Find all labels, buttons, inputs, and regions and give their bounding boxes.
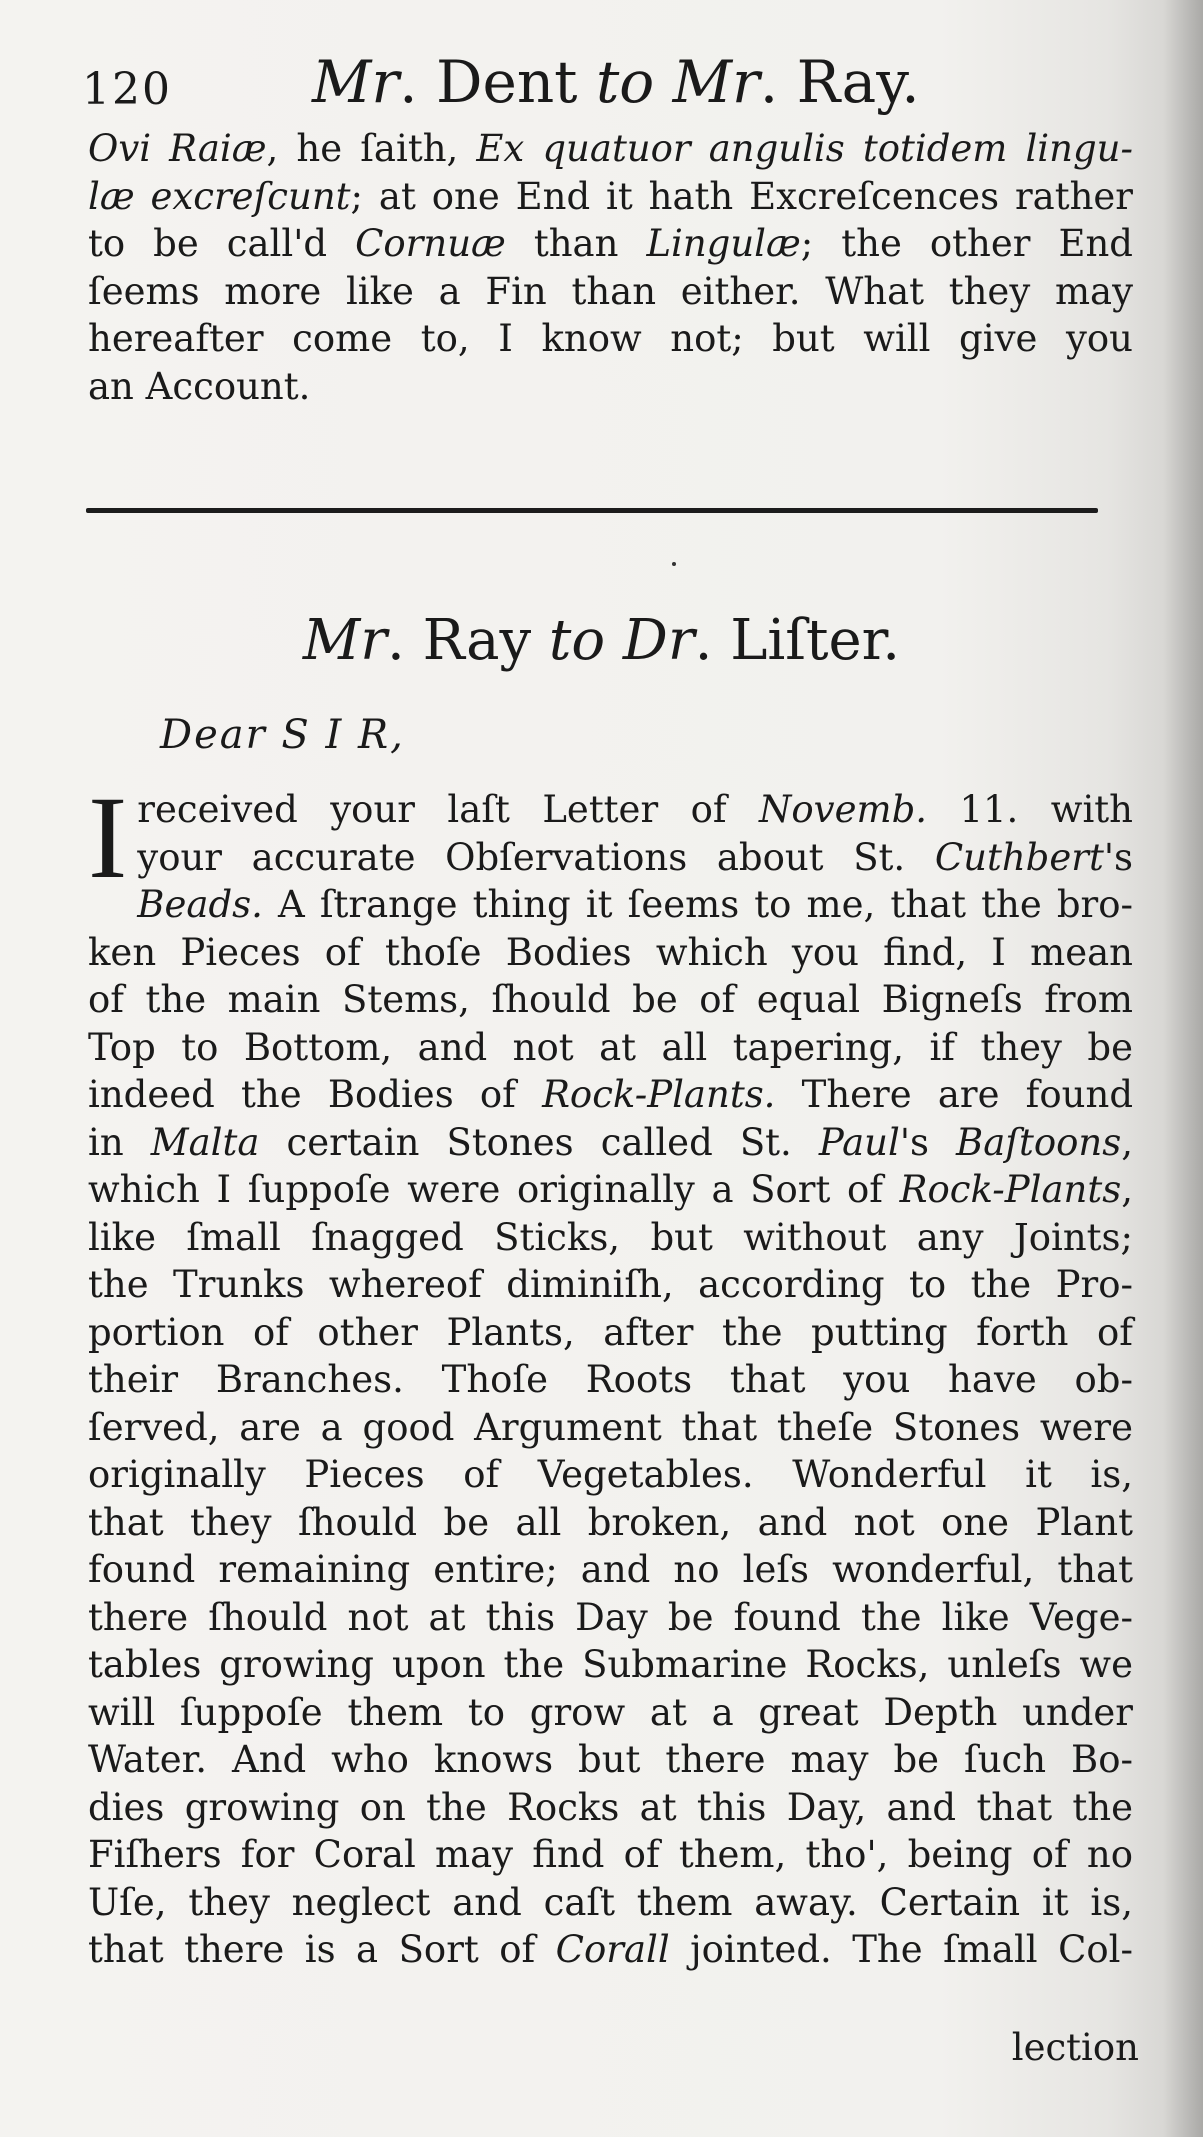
text-segment: ; at one End it hath Excreſcences rather <box>350 174 1133 218</box>
catchword: lection <box>1011 2026 1139 2069</box>
text-line <box>88 1879 1133 1927</box>
text-segment: ſerved, are a good Argument that theſe Stones were <box>88 1405 1133 1449</box>
text-segment: an Account. <box>88 364 311 408</box>
text-line <box>88 1736 1133 1784</box>
letter-heading-part: Dr <box>622 608 695 673</box>
text-line <box>88 1166 1133 1214</box>
text-segment: Water. And who knows but there may be ſuch Bo- <box>88 1738 1133 1781</box>
text-segment: Rock-Plants. <box>542 1073 776 1116</box>
salutation: Dear S I R, <box>160 712 405 758</box>
continued-paragraph <box>88 125 1133 410</box>
page-gutter-shadow <box>1163 0 1203 2137</box>
text-segment: will ſuppoſe them to grow at a great Depth under <box>88 1690 1133 1734</box>
running-head-title-part <box>654 48 672 116</box>
text-line <box>88 1451 1133 1499</box>
section-divider-rule <box>86 508 1098 513</box>
page-number: 120 <box>82 64 172 115</box>
running-head-title-part: to <box>595 48 655 116</box>
text-line <box>88 1309 1133 1357</box>
text-segment: Beads. <box>137 883 263 926</box>
text-line <box>88 1404 1133 1452</box>
text-segment: jointed. The ſmall Col- <box>669 1928 1134 1971</box>
text-line <box>88 1594 1133 1642</box>
text-segment: , he ſaith, <box>266 127 477 170</box>
text-segment: certain Stones called St. <box>259 1120 819 1164</box>
letter-heading-part: to <box>548 608 606 673</box>
text-line <box>88 1689 1133 1737</box>
text-segment: of the main Stems, ſhould be of equal Bigneſs from <box>88 978 1133 1021</box>
letter-heading-part <box>605 608 623 673</box>
text-segment: that there is a Sort of <box>88 1928 556 1971</box>
text-segment: Paul <box>818 1120 900 1164</box>
letter-heading-part: . Liſter. <box>694 608 901 673</box>
text-segment: tables growing upon the Submarine Rocks, unleſs we <box>88 1643 1133 1686</box>
text-segment: ken Pieces of thoſe Bodies which you find, I mean <box>88 930 1133 974</box>
text-segment: Malta <box>150 1120 260 1164</box>
text-segment: Novemb. <box>759 788 928 831</box>
text-segment: There are found <box>775 1073 1134 1116</box>
text-line <box>88 363 1133 411</box>
text-segment: Top to Bottom, and not at all tapering, if they be <box>88 1025 1133 1069</box>
text-line <box>88 1499 1133 1547</box>
text-line <box>88 976 1133 1024</box>
text-line <box>88 881 1133 929</box>
text-segment: their Branches. Thoſe Roots that you have ob- <box>88 1358 1133 1401</box>
text-segment: the Trunks whereof diminiſh, according to the Pro- <box>88 1263 1133 1306</box>
text-segment: ſeems more like a Fin than either. What they may <box>88 269 1133 313</box>
text-segment: Fiſhers for Coral may find of them, tho', being of no <box>88 1833 1133 1876</box>
text-segment: Baſtoons <box>956 1120 1122 1164</box>
running-head <box>82 48 1122 118</box>
text-line <box>88 1641 1133 1689</box>
text-segment: portion of other Plants, after the putting forth of <box>88 1310 1133 1354</box>
ink-speck <box>672 562 676 566</box>
letter-heading <box>0 608 1203 673</box>
text-segment: there ſhould not at this Day be found the like Vege- <box>88 1595 1133 1639</box>
text-segment: like ſmall ſnagged Sticks, but without any Joints; <box>88 1215 1133 1259</box>
text-segment: Cuthbert <box>934 835 1104 879</box>
text-line <box>88 1261 1133 1309</box>
text-line <box>88 1926 1133 1974</box>
text-segment: your accurate Obſervations about St. <box>137 835 935 879</box>
text-line <box>88 315 1133 363</box>
letter-body <box>88 772 1134 1974</box>
running-head-title-part: Mr <box>672 48 760 116</box>
letter-heading-part: Mr <box>302 608 388 673</box>
text-line <box>88 268 1133 316</box>
text-line <box>88 834 1133 882</box>
text-segment: hereafter come to, I know not; but will give you <box>88 317 1133 360</box>
text-segment: Corall <box>555 1928 670 1971</box>
text-line <box>88 1784 1133 1832</box>
text-segment: which I ſuppoſe were originally a Sort of <box>88 1168 900 1211</box>
text-line <box>88 1214 1133 1262</box>
text-line <box>88 1546 1133 1594</box>
text-segment: A ſtrange thing it ſeems to me, that the bro- <box>262 883 1133 926</box>
text-line <box>88 125 1133 173</box>
text-segment: indeed the Bodies of <box>88 1073 543 1116</box>
text-segment: than <box>505 222 647 265</box>
text-segment: Uſe, they neglect and caſt them away. Certain it is, <box>88 1880 1133 1924</box>
text-segment: 11. with <box>927 788 1133 831</box>
text-line <box>88 1119 1133 1167</box>
text-line <box>88 1356 1133 1404</box>
running-head-title-part: . Dent <box>399 48 596 116</box>
text-segment: Ovi Raiæ <box>88 127 267 170</box>
drop-cap: I <box>88 772 128 903</box>
text-segment: Ex quatuor angulis totidem lingu- <box>476 127 1133 170</box>
text-line <box>88 1024 1133 1072</box>
text-segment: in <box>88 1120 151 1164</box>
running-head-title <box>312 48 920 116</box>
text-segment: found remaining entire; and no leſs wonderful, that <box>88 1548 1133 1591</box>
running-head-title-part: Mr <box>312 48 400 116</box>
text-segment: Lingulæ <box>646 222 801 265</box>
text-segment: Cornuæ <box>355 222 506 265</box>
running-head-title-part: . Ray. <box>759 48 920 116</box>
text-segment: ; the other End <box>800 222 1133 265</box>
text-segment: læ excreſcunt <box>88 174 351 218</box>
text-segment: 's <box>899 1120 957 1164</box>
text-segment: , <box>1121 1120 1133 1164</box>
text-line <box>88 786 1133 834</box>
text-segment: to be call'd <box>88 222 356 265</box>
text-segment: that they ſhould be all broken, and not one Plant <box>88 1500 1133 1544</box>
text-line <box>88 1831 1133 1879</box>
text-line <box>88 929 1133 977</box>
text-line <box>88 173 1133 221</box>
text-segment: Rock-Plants <box>899 1168 1122 1211</box>
text-segment: received your laſt Letter of <box>137 788 760 831</box>
text-segment: , <box>1121 1168 1133 1211</box>
text-segment: originally Pieces of Vegetables. Wonderful it is, <box>88 1453 1133 1496</box>
text-segment: 's <box>1103 835 1133 879</box>
text-line <box>88 1071 1133 1119</box>
text-segment: dies growing on the Rocks at this Day, and that the <box>88 1785 1133 1829</box>
text-line <box>88 220 1133 268</box>
letter-heading-part: . Ray <box>387 608 549 673</box>
